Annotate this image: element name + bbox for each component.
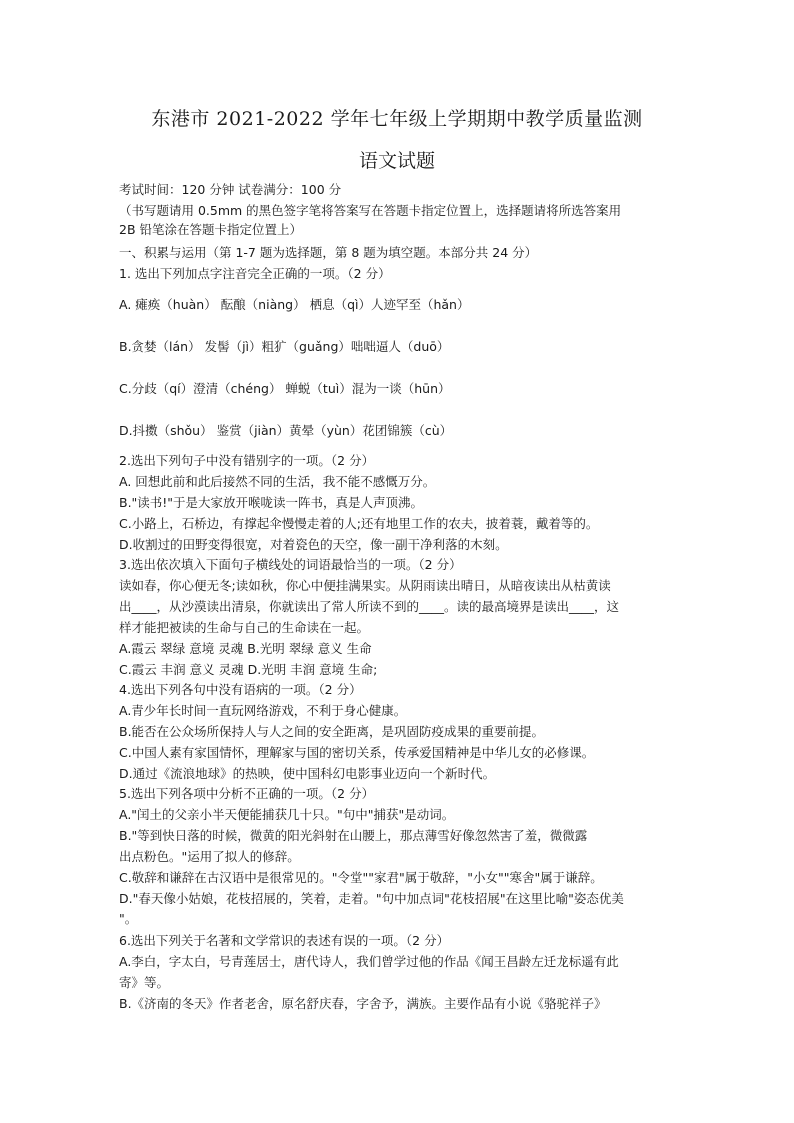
question-3-passage-1: 读如春，你心便无冬;读如秋，你心中便挂满果实。从阴雨读出晴日，从暗夜读出从枯黄读 xyxy=(119,578,611,593)
question-5-option-b-line-1: B."等到快日落的时候，微黄的阳光斜射在山腰上，那点薄雪好像忽然害了羞，微微露 xyxy=(119,828,588,843)
question-2-option-c: C.小路上，石桥边，有撑起伞慢慢走着的人;还有地里工作的农夫，披着蓑，戴着等的。 xyxy=(119,516,599,531)
question-3-stem: 3.选出依次填入下面句子横线处的词语最恰当的一项。（2 分） xyxy=(119,557,462,572)
question-1-option-c: C.分歧（qí）澄清（chéng） 蝉蜕（tuì）混为一谈（hūn） xyxy=(119,381,451,396)
question-3-passage-3: 样才能把被读的生命与自己的生命读在一起。 xyxy=(119,620,370,635)
question-6-stem: 6.选出下列关于名著和文学常识的表述有误的一项。（2 分） xyxy=(119,933,450,948)
question-2-stem: 2.选出下列句子中没有错别字的一项。（2 分） xyxy=(119,453,375,468)
question-5-option-d-line-2: "。 xyxy=(119,911,138,926)
question-1-option-a: A. 瘫痪（huàn） 酝酿（niàng） 栖息（qì）人迹罕至（hǎn） xyxy=(119,297,470,312)
question-2-option-d: D.收割过的田野变得很宽，对着瓷色的天空，像一副干净利落的木刻。 xyxy=(119,537,508,552)
question-1-stem: 1. 选出下列加点字注音完全正确的一项。（2 分） xyxy=(119,266,391,281)
question-5-option-a: A."闰土的父亲小半天便能捕获几十只。"句中"捕获"是动词。 xyxy=(119,807,455,822)
question-4-option-b: B.能否在公众场所保持人与人之间的安全距离，是巩固防疫成果的重要前提。 xyxy=(119,724,545,739)
question-6-option-b: B.《济南的冬天》作者老舍，原名舒庆春，字舍予，满族。主要作品有小说《骆驼祥子》 xyxy=(119,996,607,1011)
page-subtitle: 语文试题 xyxy=(358,150,435,172)
instruction-line-1: （书写题请用 0.5mm 的黑色签字笔将答案写在答题卡指定位置上，选择题请将所选答案用 xyxy=(119,203,622,218)
question-6-option-a-line-1: A.李白，字太白，号青莲居士，唐代诗人，我们曾学过他的作品《闻王昌龄左迁龙标遥有此 xyxy=(119,954,619,969)
page-title: 东港市 2021-2022 学年七年级上学期期中教学质量监测 xyxy=(151,108,643,130)
question-5-option-c: C.敬辞和谦辞在古汉语中是很常见的。"令堂""家君"属于敬辞，"小女""寒舍"属于谦辞。 xyxy=(119,870,603,885)
exam-time: 考试时间：120 分钟 试卷满分：100 分 xyxy=(119,182,342,197)
section-heading: 一、积累与运用（第 1-7 题为选择题，第 8 题为填空题。本部分共 24 分） xyxy=(119,245,538,260)
question-5-option-d-line-1: D."春天像小姑娘，花枝招展的，笑着，走着。"句中加点词"花枝招展"在这里比喻"姿态优美 xyxy=(119,891,624,906)
question-4-option-a: A.青少年长时间一直玩网络游戏，不利于身心健康。 xyxy=(119,703,407,718)
question-1-option-b: B.贪婪（lán） 发髻（jì）粗犷（guǎng）咄咄逼人（duō） xyxy=(119,339,450,354)
question-4-option-d: D.通过《流浪地球》的热映，使中国科幻电影事业迈向一个新时代。 xyxy=(119,766,496,781)
question-2-option-a: A. 回想此前和此后接然不同的生活，我不能不感慨万分。 xyxy=(119,474,436,489)
question-5-option-b-line-2: 出点粉色。"运用了拟人的修辞。 xyxy=(119,849,300,864)
question-6-option-a-line-2: 寄》等。 xyxy=(119,975,170,990)
question-1-option-d: D.抖擞（shǒu） 鉴赏（jiàn）黄晕（yùn）花团锦簇（cù） xyxy=(119,423,453,438)
question-3-options-ab: A.霞云 翠绿 意境 灵魂 B.光明 翠绿 意义 生命 xyxy=(119,641,372,656)
question-3-options-cd: C.霞云 丰润 意义 灵魂 D.光明 丰润 意境 生命; xyxy=(119,662,378,677)
instruction-line-2: 2B 铅笔涂在答题卡指定位置上） xyxy=(119,222,303,237)
question-4-option-c: C.中国人素有家国情怀，理解家与国的密切关系，传承爱国精神是中华儿女的必修课。 xyxy=(119,745,595,760)
question-3-passage-2: 出____，从沙漠读出清泉，你就读出了常人所读不到的____。读的最高境界是读出____，这 xyxy=(119,599,620,614)
question-5-stem: 5.选出下列各项中分析不正确的一项。（2 分） xyxy=(119,786,375,801)
question-2-option-b: B."读书!"于是大家放开喉咙读一阵书，真是人声顶沸。 xyxy=(119,495,424,510)
question-4-stem: 4.选出下列各句中没有语病的一项。（2 分） xyxy=(119,682,362,697)
